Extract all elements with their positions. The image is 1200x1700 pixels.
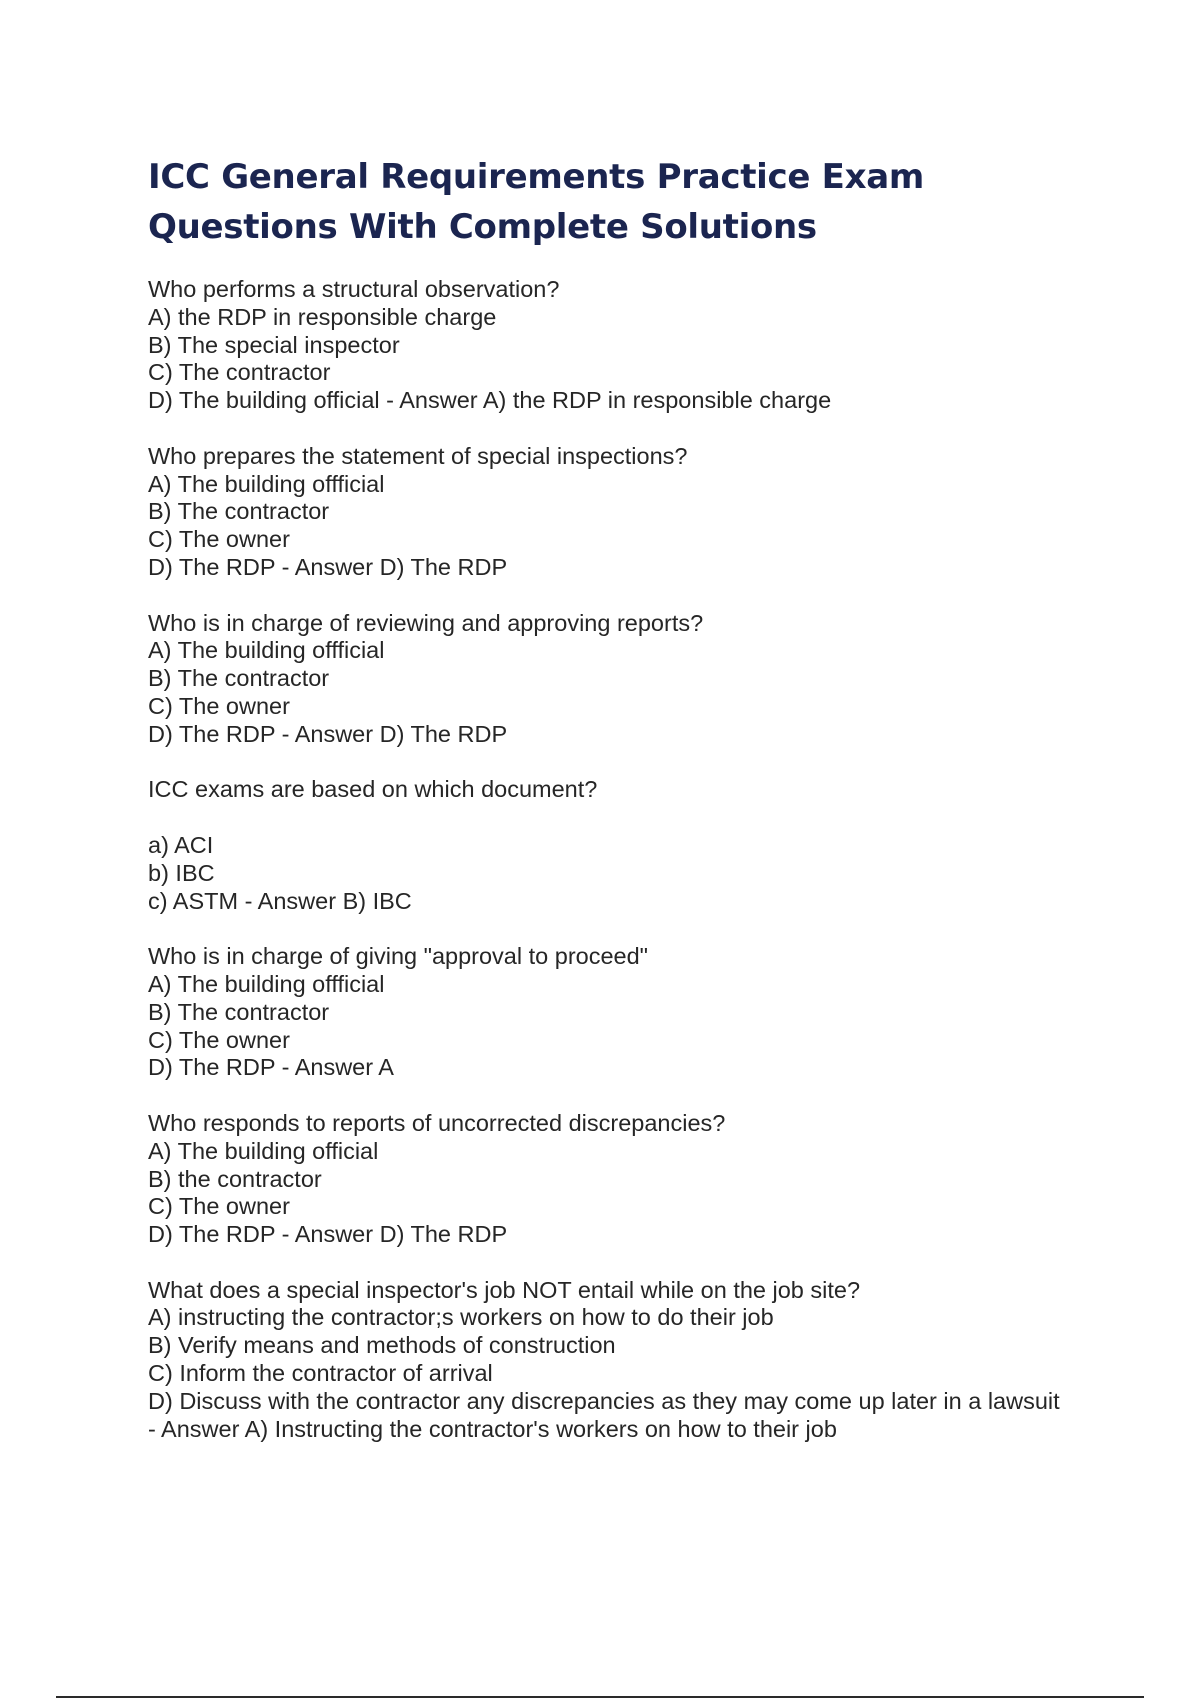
answer-option: c) ASTM - Answer B) IBC bbox=[148, 887, 412, 914]
answer-option: D) The RDP - Answer D) The RDP bbox=[148, 1221, 508, 1248]
question-text: Who is in charge of giving "approval to proceed" bbox=[148, 943, 649, 970]
question-block bbox=[148, 1277, 1148, 1444]
answer-option: A) The building offficial bbox=[148, 470, 385, 497]
answer-option: D) The RDP - Answer A bbox=[148, 1054, 394, 1081]
question-list bbox=[148, 276, 1148, 1471]
answer-option: b) IBC bbox=[148, 859, 215, 886]
answer-option: D) The building official - Answer A) the RDP in responsible charge bbox=[148, 387, 832, 414]
answer-option: B) The special inspector bbox=[148, 331, 400, 358]
blank-line bbox=[148, 804, 1148, 832]
answer-option: B) the contractor bbox=[148, 1165, 322, 1192]
question-text: Who is in charge of reviewing and approving reports? bbox=[148, 609, 704, 636]
answer-line: - Answer A) Instructing the contractor's workers on how to their job bbox=[148, 1415, 837, 1442]
answer-option: A) The building offficial bbox=[148, 970, 385, 997]
question-text: What does a special inspector's job NOT entail while on the job site? bbox=[148, 1276, 861, 1303]
answer-option: D) The RDP - Answer D) The RDP bbox=[148, 553, 508, 580]
answer-option: B) Verify means and methods of construction bbox=[148, 1332, 616, 1359]
question-text: ICC exams are based on which document? bbox=[148, 776, 598, 803]
answer-option: B) The contractor bbox=[148, 498, 330, 525]
question-text: Who performs a structural observation? bbox=[148, 276, 560, 302]
answer-option: C) The owner bbox=[148, 1193, 290, 1220]
answer-option: C) The owner bbox=[148, 692, 290, 719]
answer-option: A) The building offficial bbox=[148, 637, 385, 664]
answer-option: a) ACI bbox=[148, 831, 214, 858]
document-title: ICC General Requirements Practice Exam Questions With Complete Solutions bbox=[148, 157, 924, 247]
answer-option: B) The contractor bbox=[148, 665, 330, 692]
answer-option: A) instructing the contractor;s workers on how to do their job bbox=[148, 1304, 774, 1331]
answer-option: D) The RDP - Answer D) The RDP bbox=[148, 720, 508, 747]
question-block bbox=[148, 943, 1148, 1082]
footer-divider bbox=[56, 1696, 1144, 1698]
answer-option: C) The owner bbox=[148, 526, 290, 553]
question-block bbox=[148, 776, 1148, 915]
answer-option: D) Discuss with the contractor any discrepancies as they may come up later in a lawsuit bbox=[148, 1387, 1060, 1414]
answer-option: A) The building official bbox=[148, 1137, 379, 1164]
question-text: Who prepares the statement of special inspections? bbox=[148, 442, 688, 469]
question-text: Who responds to reports of uncorrected discrepancies? bbox=[148, 1109, 726, 1136]
question-block bbox=[148, 1110, 1148, 1249]
answer-option: C) Inform the contractor of arrival bbox=[148, 1360, 493, 1387]
question-block bbox=[148, 610, 1148, 749]
answer-option: A) the RDP in responsible charge bbox=[148, 303, 497, 330]
answer-option: C) The contractor bbox=[148, 359, 331, 386]
answer-option: B) The contractor bbox=[148, 998, 330, 1025]
answer-option: C) The owner bbox=[148, 1026, 290, 1053]
question-block bbox=[148, 443, 1148, 582]
question-block bbox=[148, 276, 1148, 415]
